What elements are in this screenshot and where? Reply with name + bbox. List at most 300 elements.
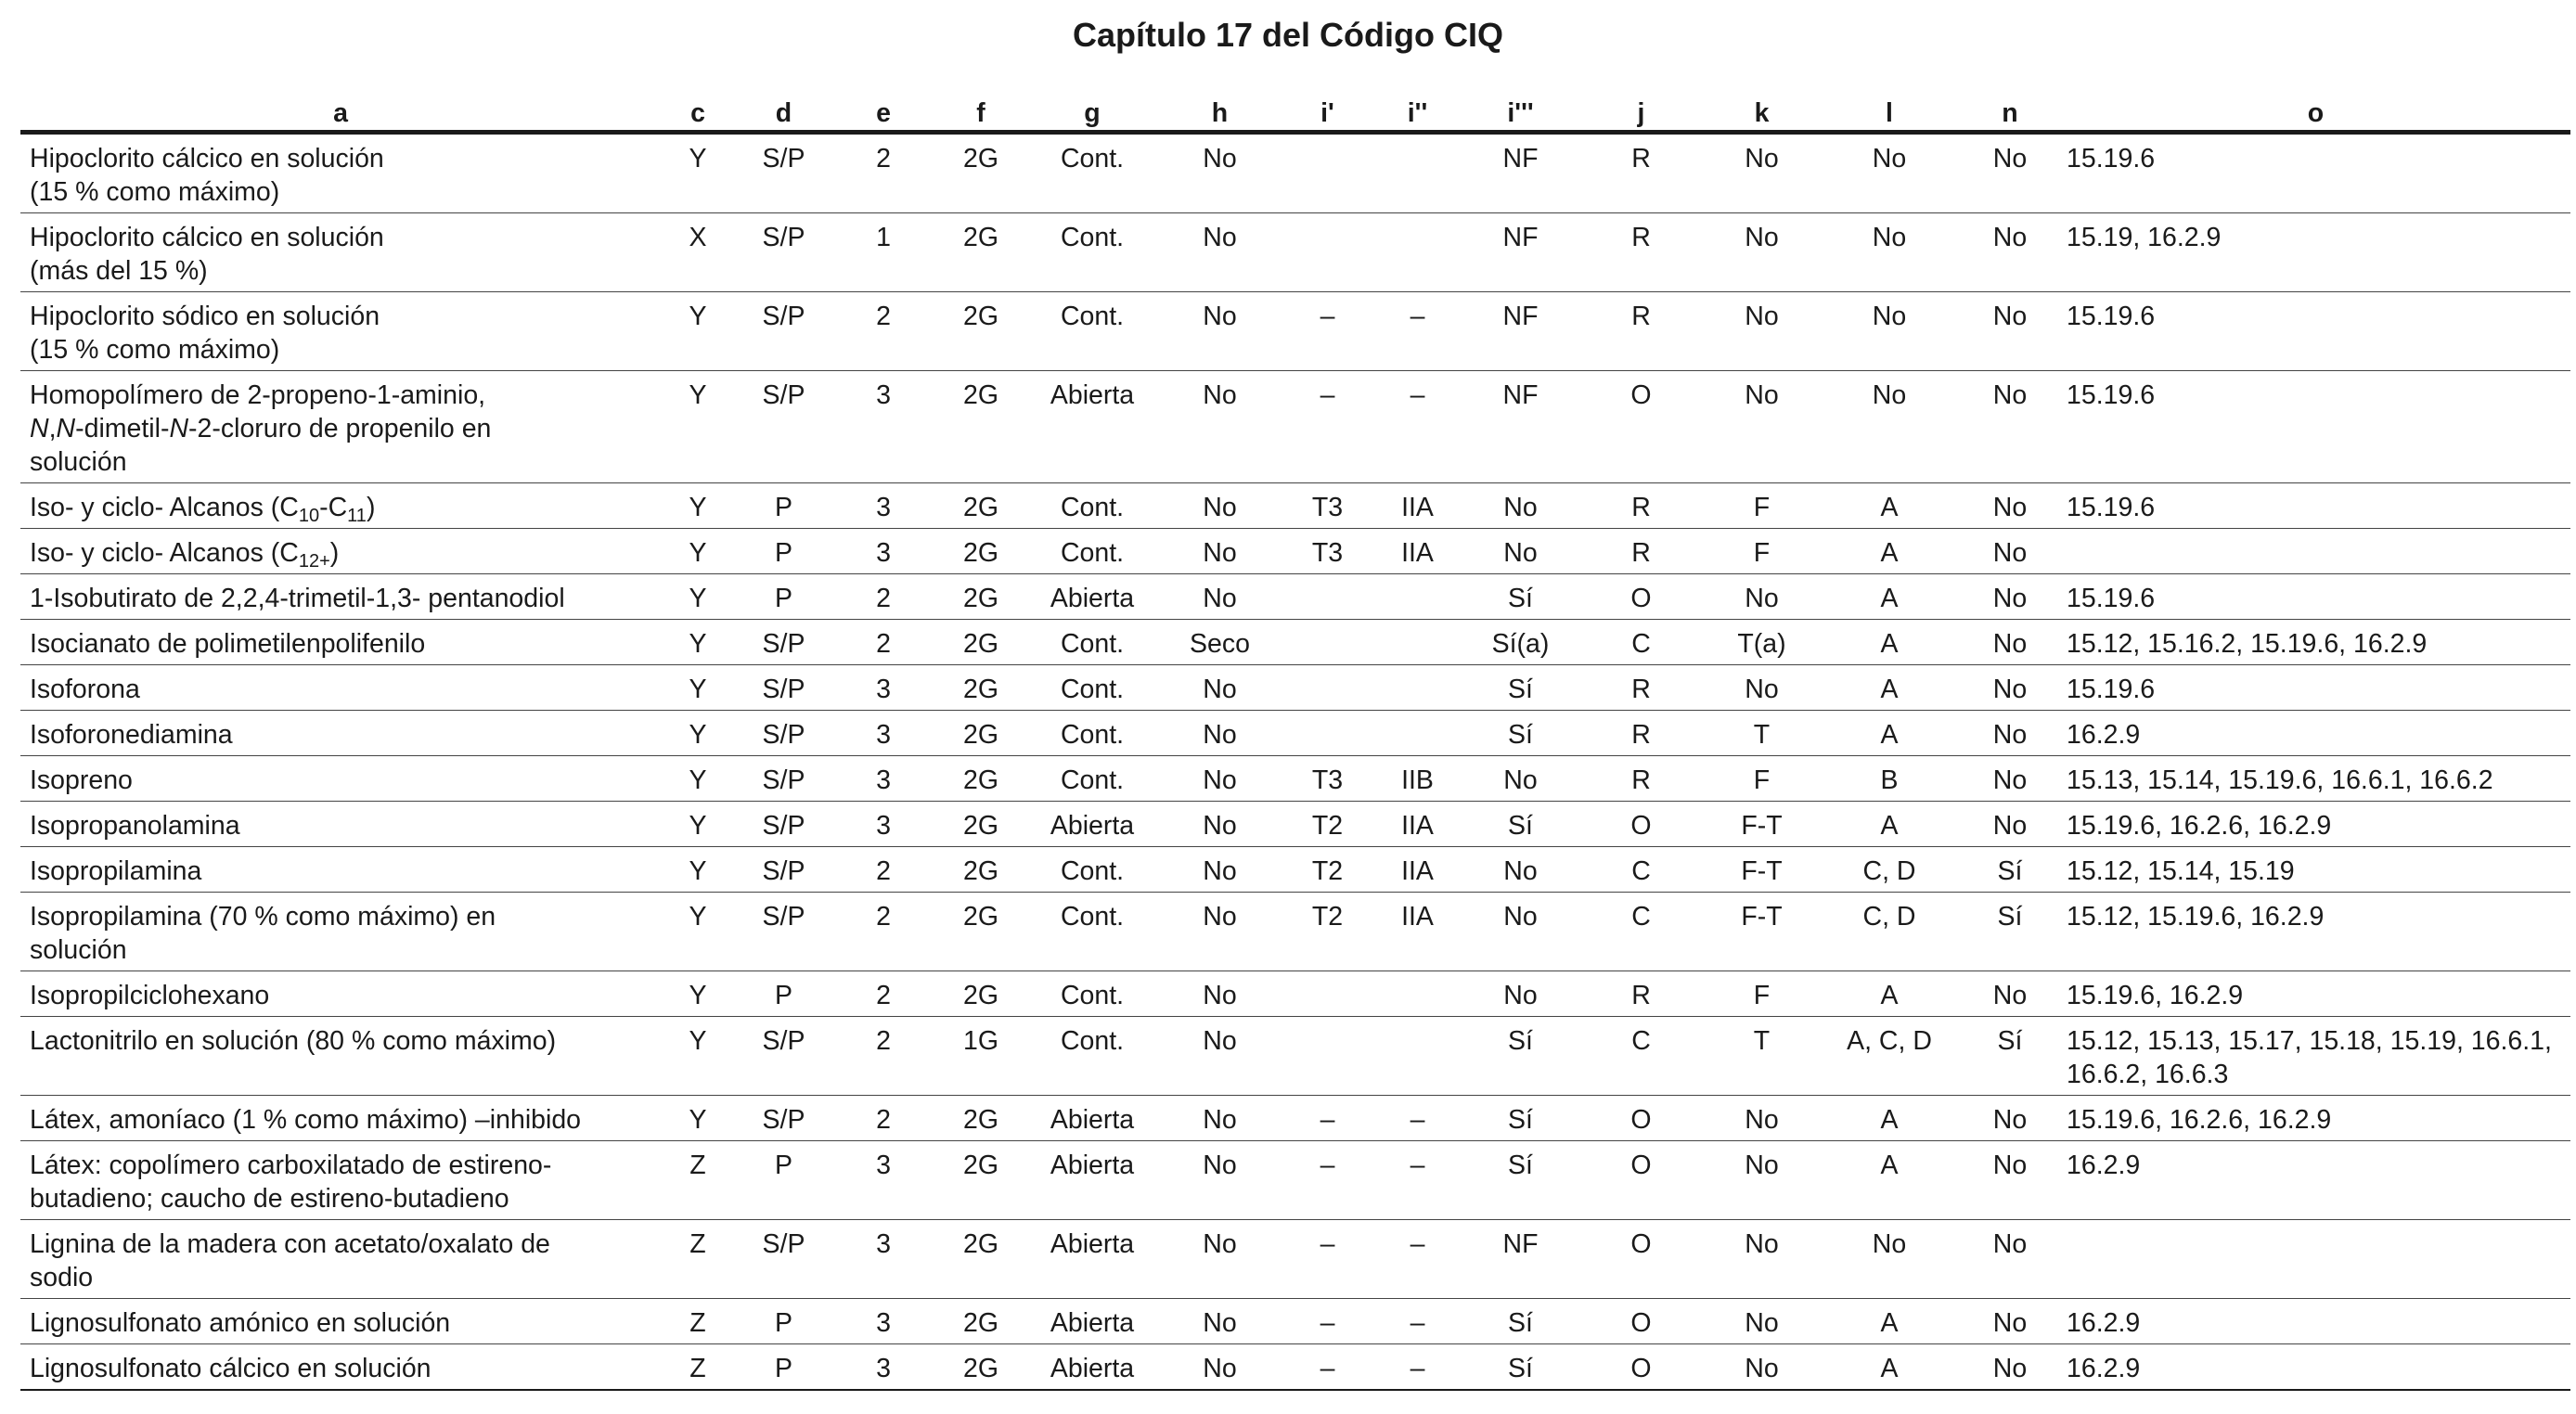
cell-f: 2G bbox=[934, 1096, 1027, 1141]
cell-product-name bbox=[20, 1141, 661, 1220]
table-row bbox=[20, 1096, 2570, 1141]
table-row bbox=[20, 574, 2570, 620]
cell-f: 2G bbox=[934, 711, 1027, 756]
cell-n: No bbox=[1959, 711, 2061, 756]
cell-n: No bbox=[1959, 1344, 2061, 1391]
cell-e: 3 bbox=[832, 665, 934, 711]
cell-n: No bbox=[1959, 802, 2061, 847]
cell-h: No bbox=[1157, 802, 1282, 847]
cell-n: No bbox=[1959, 483, 2061, 529]
cell-g: Abierta bbox=[1027, 371, 1157, 483]
cell-d: P bbox=[735, 529, 832, 574]
cell-c: Z bbox=[661, 1141, 735, 1220]
cell-e: 2 bbox=[832, 133, 934, 213]
cell-i3: Sí bbox=[1462, 802, 1578, 847]
cell-f: 2G bbox=[934, 620, 1027, 665]
cell-product-name bbox=[20, 1344, 661, 1391]
product-name-line: Látex: copolímero carboxilatado de estireno- bbox=[30, 1150, 552, 1180]
cell-o: 15.19.6, 16.2.9 bbox=[2061, 971, 2570, 1017]
cell-h: No bbox=[1157, 292, 1282, 371]
cell-h: Seco bbox=[1157, 620, 1282, 665]
cell-o: 15.12, 15.14, 15.19 bbox=[2061, 847, 2570, 893]
cell-i1: T3 bbox=[1282, 756, 1372, 802]
table-row bbox=[20, 371, 2570, 483]
cell-c: Z bbox=[661, 1344, 735, 1391]
product-name-line: 1-Isobutirato de 2,2,4-trimetil-1,3- pentanodiol bbox=[30, 584, 565, 613]
cell-l: C, D bbox=[1820, 847, 1959, 893]
table-row bbox=[20, 1299, 2570, 1344]
cell-h: No bbox=[1157, 756, 1282, 802]
cell-i1 bbox=[1282, 665, 1372, 711]
cell-k: No bbox=[1704, 1096, 1820, 1141]
cell-f: 2G bbox=[934, 1220, 1027, 1299]
product-name-line: Isopreno bbox=[30, 765, 133, 795]
cell-i2 bbox=[1372, 133, 1462, 213]
cell-d: S/P bbox=[735, 1017, 832, 1096]
cell-k: No bbox=[1704, 292, 1820, 371]
cell-c: Y bbox=[661, 483, 735, 529]
cell-e: 3 bbox=[832, 802, 934, 847]
cell-i1: T2 bbox=[1282, 802, 1372, 847]
cell-h: No bbox=[1157, 893, 1282, 971]
cell-j: O bbox=[1578, 802, 1704, 847]
cell-l: No bbox=[1820, 371, 1959, 483]
cell-g: Cont. bbox=[1027, 1017, 1157, 1096]
product-name-line: sodio bbox=[30, 1263, 94, 1292]
cell-d: P bbox=[735, 1141, 832, 1220]
cell-g: Cont. bbox=[1027, 292, 1157, 371]
product-name-line: Isoforonediamina bbox=[30, 720, 233, 750]
column-header: o bbox=[2061, 93, 2570, 133]
cell-i2: – bbox=[1372, 1299, 1462, 1344]
cell-i1 bbox=[1282, 1017, 1372, 1096]
cell-e: 3 bbox=[832, 371, 934, 483]
column-header: i'' bbox=[1372, 93, 1462, 133]
cell-i2 bbox=[1372, 213, 1462, 292]
table-row bbox=[20, 620, 2570, 665]
cell-i2: – bbox=[1372, 1096, 1462, 1141]
cell-o: 16.2.9 bbox=[2061, 1141, 2570, 1220]
cell-c: Y bbox=[661, 711, 735, 756]
product-name-line: Iso- y ciclo- Alcanos $(C_{10}-C_{11})$ bbox=[30, 493, 376, 526]
cell-e: 2 bbox=[832, 574, 934, 620]
cell-l: A, C, D bbox=[1820, 1017, 1959, 1096]
cell-n: No bbox=[1959, 529, 2061, 574]
cell-g: Cont. bbox=[1027, 483, 1157, 529]
cell-c: Y bbox=[661, 893, 735, 971]
table-row bbox=[20, 1220, 2570, 1299]
cell-h: No bbox=[1157, 133, 1282, 213]
cell-i3: No bbox=[1462, 971, 1578, 1017]
cell-d: S/P bbox=[735, 371, 832, 483]
cell-product-name bbox=[20, 1220, 661, 1299]
cell-i2: – bbox=[1372, 1220, 1462, 1299]
cell-j: R bbox=[1578, 756, 1704, 802]
cell-i2 bbox=[1372, 711, 1462, 756]
cell-product-name bbox=[20, 371, 661, 483]
cell-j: C bbox=[1578, 847, 1704, 893]
cell-f: 2G bbox=[934, 483, 1027, 529]
cell-i1: – bbox=[1282, 292, 1372, 371]
cell-i3: NF bbox=[1462, 371, 1578, 483]
cell-j: C bbox=[1578, 893, 1704, 971]
cell-l: A bbox=[1820, 711, 1959, 756]
cell-f: 2G bbox=[934, 756, 1027, 802]
cell-c: Z bbox=[661, 1220, 735, 1299]
cell-c: Y bbox=[661, 756, 735, 802]
cell-f: 2G bbox=[934, 213, 1027, 292]
product-name-line: (15 % como máximo) bbox=[30, 335, 280, 365]
column-header: c bbox=[661, 93, 735, 133]
product-name-line: Hipoclorito cálcico en solución bbox=[30, 144, 384, 174]
cell-i3: Sí bbox=[1462, 574, 1578, 620]
cell-e: 2 bbox=[832, 620, 934, 665]
column-header: i' bbox=[1282, 93, 1372, 133]
cell-n: No bbox=[1959, 1096, 2061, 1141]
cell-i1 bbox=[1282, 133, 1372, 213]
cell-c: Y bbox=[661, 574, 735, 620]
cell-n: No bbox=[1959, 371, 2061, 483]
cell-product-name bbox=[20, 665, 661, 711]
cell-l: No bbox=[1820, 1220, 1959, 1299]
table-row bbox=[20, 1141, 2570, 1220]
product-name-line: solución bbox=[30, 935, 127, 965]
cell-i1 bbox=[1282, 711, 1372, 756]
cell-j: O bbox=[1578, 1096, 1704, 1141]
cell-d: S/P bbox=[735, 1220, 832, 1299]
cell-e: 3 bbox=[832, 756, 934, 802]
cell-f: 2G bbox=[934, 665, 1027, 711]
cell-h: No bbox=[1157, 971, 1282, 1017]
cell-l: C, D bbox=[1820, 893, 1959, 971]
cell-d: P bbox=[735, 574, 832, 620]
cell-l: A bbox=[1820, 620, 1959, 665]
product-name-line: Lignosulfonato cálcico en solución bbox=[30, 1354, 431, 1383]
table-row bbox=[20, 893, 2570, 971]
cell-l: A bbox=[1820, 802, 1959, 847]
cell-e: 3 bbox=[832, 1299, 934, 1344]
cell-i2: – bbox=[1372, 371, 1462, 483]
cell-l: No bbox=[1820, 133, 1959, 213]
chemical-table bbox=[20, 93, 2570, 1391]
cell-d: S/P bbox=[735, 213, 832, 292]
cell-e: 2 bbox=[832, 292, 934, 371]
cell-k: F-T bbox=[1704, 847, 1820, 893]
cell-j: O bbox=[1578, 1220, 1704, 1299]
cell-l: A bbox=[1820, 1096, 1959, 1141]
cell-o: 15.12, 15.19.6, 16.2.9 bbox=[2061, 893, 2570, 971]
table-row bbox=[20, 802, 2570, 847]
cell-f: 2G bbox=[934, 371, 1027, 483]
cell-d: S/P bbox=[735, 847, 832, 893]
cell-o: 15.12, 15.16.2, 15.19.6, 16.2.9 bbox=[2061, 620, 2570, 665]
column-header: f bbox=[934, 93, 1027, 133]
cell-h: No bbox=[1157, 529, 1282, 574]
cell-i1: – bbox=[1282, 1344, 1372, 1391]
cell-i1 bbox=[1282, 213, 1372, 292]
cell-h: No bbox=[1157, 1299, 1282, 1344]
cell-f: 2G bbox=[934, 1344, 1027, 1391]
product-name-line: Lactonitrilo en solución (80 % como máximo) bbox=[30, 1026, 557, 1056]
cell-h: No bbox=[1157, 371, 1282, 483]
cell-j: C bbox=[1578, 620, 1704, 665]
cell-e: 3 bbox=[832, 483, 934, 529]
cell-n: No bbox=[1959, 574, 2061, 620]
cell-d: S/P bbox=[735, 292, 832, 371]
cell-i3: Sí bbox=[1462, 1017, 1578, 1096]
cell-j: O bbox=[1578, 1299, 1704, 1344]
cell-g: Cont. bbox=[1027, 213, 1157, 292]
cell-o: 15.19.6 bbox=[2061, 574, 2570, 620]
cell-product-name bbox=[20, 893, 661, 971]
cell-i1: T3 bbox=[1282, 483, 1372, 529]
cell-k: F-T bbox=[1704, 802, 1820, 847]
column-header: h bbox=[1157, 93, 1282, 133]
column-header: g bbox=[1027, 93, 1157, 133]
table-row bbox=[20, 1344, 2570, 1391]
cell-i2: – bbox=[1372, 1344, 1462, 1391]
table-row bbox=[20, 711, 2570, 756]
column-header: a bbox=[20, 93, 661, 133]
column-header: d bbox=[735, 93, 832, 133]
cell-g: Abierta bbox=[1027, 1220, 1157, 1299]
cell-h: No bbox=[1157, 665, 1282, 711]
cell-n: No bbox=[1959, 1220, 2061, 1299]
header-row bbox=[20, 93, 2570, 133]
cell-c: Y bbox=[661, 620, 735, 665]
cell-i3: No bbox=[1462, 483, 1578, 529]
column-header: l bbox=[1820, 93, 1959, 133]
cell-product-name bbox=[20, 1096, 661, 1141]
cell-i2 bbox=[1372, 665, 1462, 711]
cell-o: 15.19.6, 16.2.6, 16.2.9 bbox=[2061, 1096, 2570, 1141]
cell-g: Abierta bbox=[1027, 802, 1157, 847]
cell-i2 bbox=[1372, 1017, 1462, 1096]
cell-j: R bbox=[1578, 213, 1704, 292]
table-row bbox=[20, 1017, 2570, 1096]
cell-n: No bbox=[1959, 1141, 2061, 1220]
cell-i3: Sí bbox=[1462, 1299, 1578, 1344]
cell-product-name bbox=[20, 620, 661, 665]
cell-d: P bbox=[735, 483, 832, 529]
cell-i2: IIA bbox=[1372, 802, 1462, 847]
cell-i1 bbox=[1282, 574, 1372, 620]
cell-d: S/P bbox=[735, 620, 832, 665]
cell-g: Cont. bbox=[1027, 893, 1157, 971]
cell-f: 2G bbox=[934, 893, 1027, 971]
cell-c: Y bbox=[661, 1096, 735, 1141]
cell-c: Y bbox=[661, 529, 735, 574]
cell-e: 2 bbox=[832, 1017, 934, 1096]
cell-f: 2G bbox=[934, 292, 1027, 371]
product-name-line: Isopropilciclohexano bbox=[30, 981, 270, 1010]
cell-c: Y bbox=[661, 133, 735, 213]
cell-o: 16.2.9 bbox=[2061, 711, 2570, 756]
cell-e: 2 bbox=[832, 893, 934, 971]
cell-f: 2G bbox=[934, 802, 1027, 847]
column-header: e bbox=[832, 93, 934, 133]
cell-k: No bbox=[1704, 665, 1820, 711]
cell-h: No bbox=[1157, 1017, 1282, 1096]
cell-l: A bbox=[1820, 1299, 1959, 1344]
table-row bbox=[20, 213, 2570, 292]
cell-n: No bbox=[1959, 620, 2061, 665]
cell-k: F bbox=[1704, 756, 1820, 802]
cell-k: T bbox=[1704, 1017, 1820, 1096]
cell-i3: Sí bbox=[1462, 711, 1578, 756]
cell-k: F bbox=[1704, 529, 1820, 574]
cell-i1: – bbox=[1282, 1220, 1372, 1299]
cell-f: 2G bbox=[934, 133, 1027, 213]
cell-f: 2G bbox=[934, 1299, 1027, 1344]
cell-i2: IIA bbox=[1372, 483, 1462, 529]
cell-d: P bbox=[735, 1344, 832, 1391]
cell-i3: No bbox=[1462, 756, 1578, 802]
column-header: k bbox=[1704, 93, 1820, 133]
cell-g: Cont. bbox=[1027, 529, 1157, 574]
cell-i3: Sí bbox=[1462, 1141, 1578, 1220]
cell-g: Abierta bbox=[1027, 1344, 1157, 1391]
cell-i1 bbox=[1282, 971, 1372, 1017]
table-row bbox=[20, 483, 2570, 529]
cell-e: 2 bbox=[832, 971, 934, 1017]
cell-i1: T2 bbox=[1282, 847, 1372, 893]
cell-d: S/P bbox=[735, 665, 832, 711]
cell-g: Cont. bbox=[1027, 971, 1157, 1017]
cell-l: No bbox=[1820, 213, 1959, 292]
cell-i3: No bbox=[1462, 847, 1578, 893]
cell-k: F bbox=[1704, 971, 1820, 1017]
cell-k: No bbox=[1704, 1299, 1820, 1344]
cell-c: Y bbox=[661, 802, 735, 847]
cell-e: 3 bbox=[832, 529, 934, 574]
cell-k: No bbox=[1704, 371, 1820, 483]
cell-product-name bbox=[20, 529, 661, 574]
cell-d: S/P bbox=[735, 893, 832, 971]
cell-n: No bbox=[1959, 213, 2061, 292]
cell-h: No bbox=[1157, 1096, 1282, 1141]
cell-o: 16.2.9 bbox=[2061, 1299, 2570, 1344]
cell-l: A bbox=[1820, 1344, 1959, 1391]
cell-h: No bbox=[1157, 483, 1282, 529]
cell-c: Y bbox=[661, 847, 735, 893]
cell-i3: NF bbox=[1462, 133, 1578, 213]
product-name-line: Hipoclorito cálcico en solución bbox=[30, 223, 384, 252]
product-name-line: Isoforona bbox=[30, 675, 140, 704]
column-header: i''' bbox=[1462, 93, 1578, 133]
table-row bbox=[20, 756, 2570, 802]
cell-product-name bbox=[20, 213, 661, 292]
cell-n: No bbox=[1959, 292, 2061, 371]
cell-o: 15.19.6 bbox=[2061, 665, 2570, 711]
cell-g: Abierta bbox=[1027, 1299, 1157, 1344]
cell-n: Sí bbox=[1959, 893, 2061, 971]
cell-i2 bbox=[1372, 971, 1462, 1017]
cell-i2: IIA bbox=[1372, 893, 1462, 971]
product-name-line: (15 % como máximo) bbox=[30, 177, 280, 207]
cell-i2: IIB bbox=[1372, 756, 1462, 802]
cell-c: Z bbox=[661, 1299, 735, 1344]
cell-d: P bbox=[735, 971, 832, 1017]
table-row bbox=[20, 971, 2570, 1017]
product-name-line: Isopropilamina bbox=[30, 856, 202, 886]
cell-g: Cont. bbox=[1027, 665, 1157, 711]
cell-product-name bbox=[20, 574, 661, 620]
cell-j: R bbox=[1578, 292, 1704, 371]
cell-j: R bbox=[1578, 665, 1704, 711]
cell-i2 bbox=[1372, 620, 1462, 665]
cell-product-name bbox=[20, 483, 661, 529]
cell-g: Cont. bbox=[1027, 756, 1157, 802]
product-name-line: Látex, amoníaco (1 % como máximo) –inhibido bbox=[30, 1105, 582, 1135]
cell-i1: – bbox=[1282, 1096, 1372, 1141]
cell-i1: T2 bbox=[1282, 893, 1372, 971]
cell-i3: No bbox=[1462, 529, 1578, 574]
cell-o: 15.12, 15.13, 15.17, 15.18, 15.19, 16.6.1, 16.6.2, 16.6.3 bbox=[2061, 1017, 2570, 1096]
cell-o bbox=[2061, 529, 2570, 574]
cell-n: No bbox=[1959, 133, 2061, 213]
cell-product-name bbox=[20, 802, 661, 847]
cell-product-name bbox=[20, 1299, 661, 1344]
cell-e: 2 bbox=[832, 1096, 934, 1141]
cell-i3: NF bbox=[1462, 213, 1578, 292]
cell-k: No bbox=[1704, 1344, 1820, 1391]
cell-k: No bbox=[1704, 133, 1820, 213]
cell-i1: T3 bbox=[1282, 529, 1372, 574]
table-row bbox=[20, 292, 2570, 371]
cell-l: No bbox=[1820, 292, 1959, 371]
cell-product-name bbox=[20, 292, 661, 371]
product-name-line: solución bbox=[30, 447, 127, 477]
cell-i3: NF bbox=[1462, 1220, 1578, 1299]
cell-i2 bbox=[1372, 574, 1462, 620]
cell-product-name bbox=[20, 133, 661, 213]
cell-o: 15.19.6 bbox=[2061, 133, 2570, 213]
cell-g: Abierta bbox=[1027, 1096, 1157, 1141]
cell-o: 15.19.6, 16.2.6, 16.2.9 bbox=[2061, 802, 2570, 847]
table-row bbox=[20, 665, 2570, 711]
cell-i3: No bbox=[1462, 893, 1578, 971]
table-body bbox=[20, 133, 2570, 1391]
cell-l: A bbox=[1820, 665, 1959, 711]
cell-k: F-T bbox=[1704, 893, 1820, 971]
cell-d: S/P bbox=[735, 1096, 832, 1141]
cell-i2: – bbox=[1372, 292, 1462, 371]
cell-g: Cont. bbox=[1027, 711, 1157, 756]
cell-k: F bbox=[1704, 483, 1820, 529]
table-row bbox=[20, 133, 2570, 213]
cell-product-name bbox=[20, 971, 661, 1017]
product-name-line: Homopolímero de 2-propeno-1-aminio, bbox=[30, 380, 486, 410]
cell-l: A bbox=[1820, 971, 1959, 1017]
product-name-line: Iso- y ciclo- Alcanos $(C_{12+})$ bbox=[30, 538, 340, 572]
cell-k: T(a) bbox=[1704, 620, 1820, 665]
cell-k: No bbox=[1704, 1141, 1820, 1220]
cell-g: Cont. bbox=[1027, 847, 1157, 893]
cell-e: 3 bbox=[832, 1141, 934, 1220]
cell-h: No bbox=[1157, 711, 1282, 756]
cell-f: 2G bbox=[934, 529, 1027, 574]
cell-e: 3 bbox=[832, 1220, 934, 1299]
cell-f: 2G bbox=[934, 847, 1027, 893]
cell-c: Y bbox=[661, 371, 735, 483]
cell-c: Y bbox=[661, 1017, 735, 1096]
product-name-line: N,N-dimetil-N-2-cloruro de propenilo en bbox=[30, 414, 492, 443]
product-name-line: Lignina de la madera con acetato/oxalato de bbox=[30, 1229, 550, 1259]
cell-n: No bbox=[1959, 665, 2061, 711]
cell-l: A bbox=[1820, 483, 1959, 529]
cell-o: 15.19, 16.2.9 bbox=[2061, 213, 2570, 292]
